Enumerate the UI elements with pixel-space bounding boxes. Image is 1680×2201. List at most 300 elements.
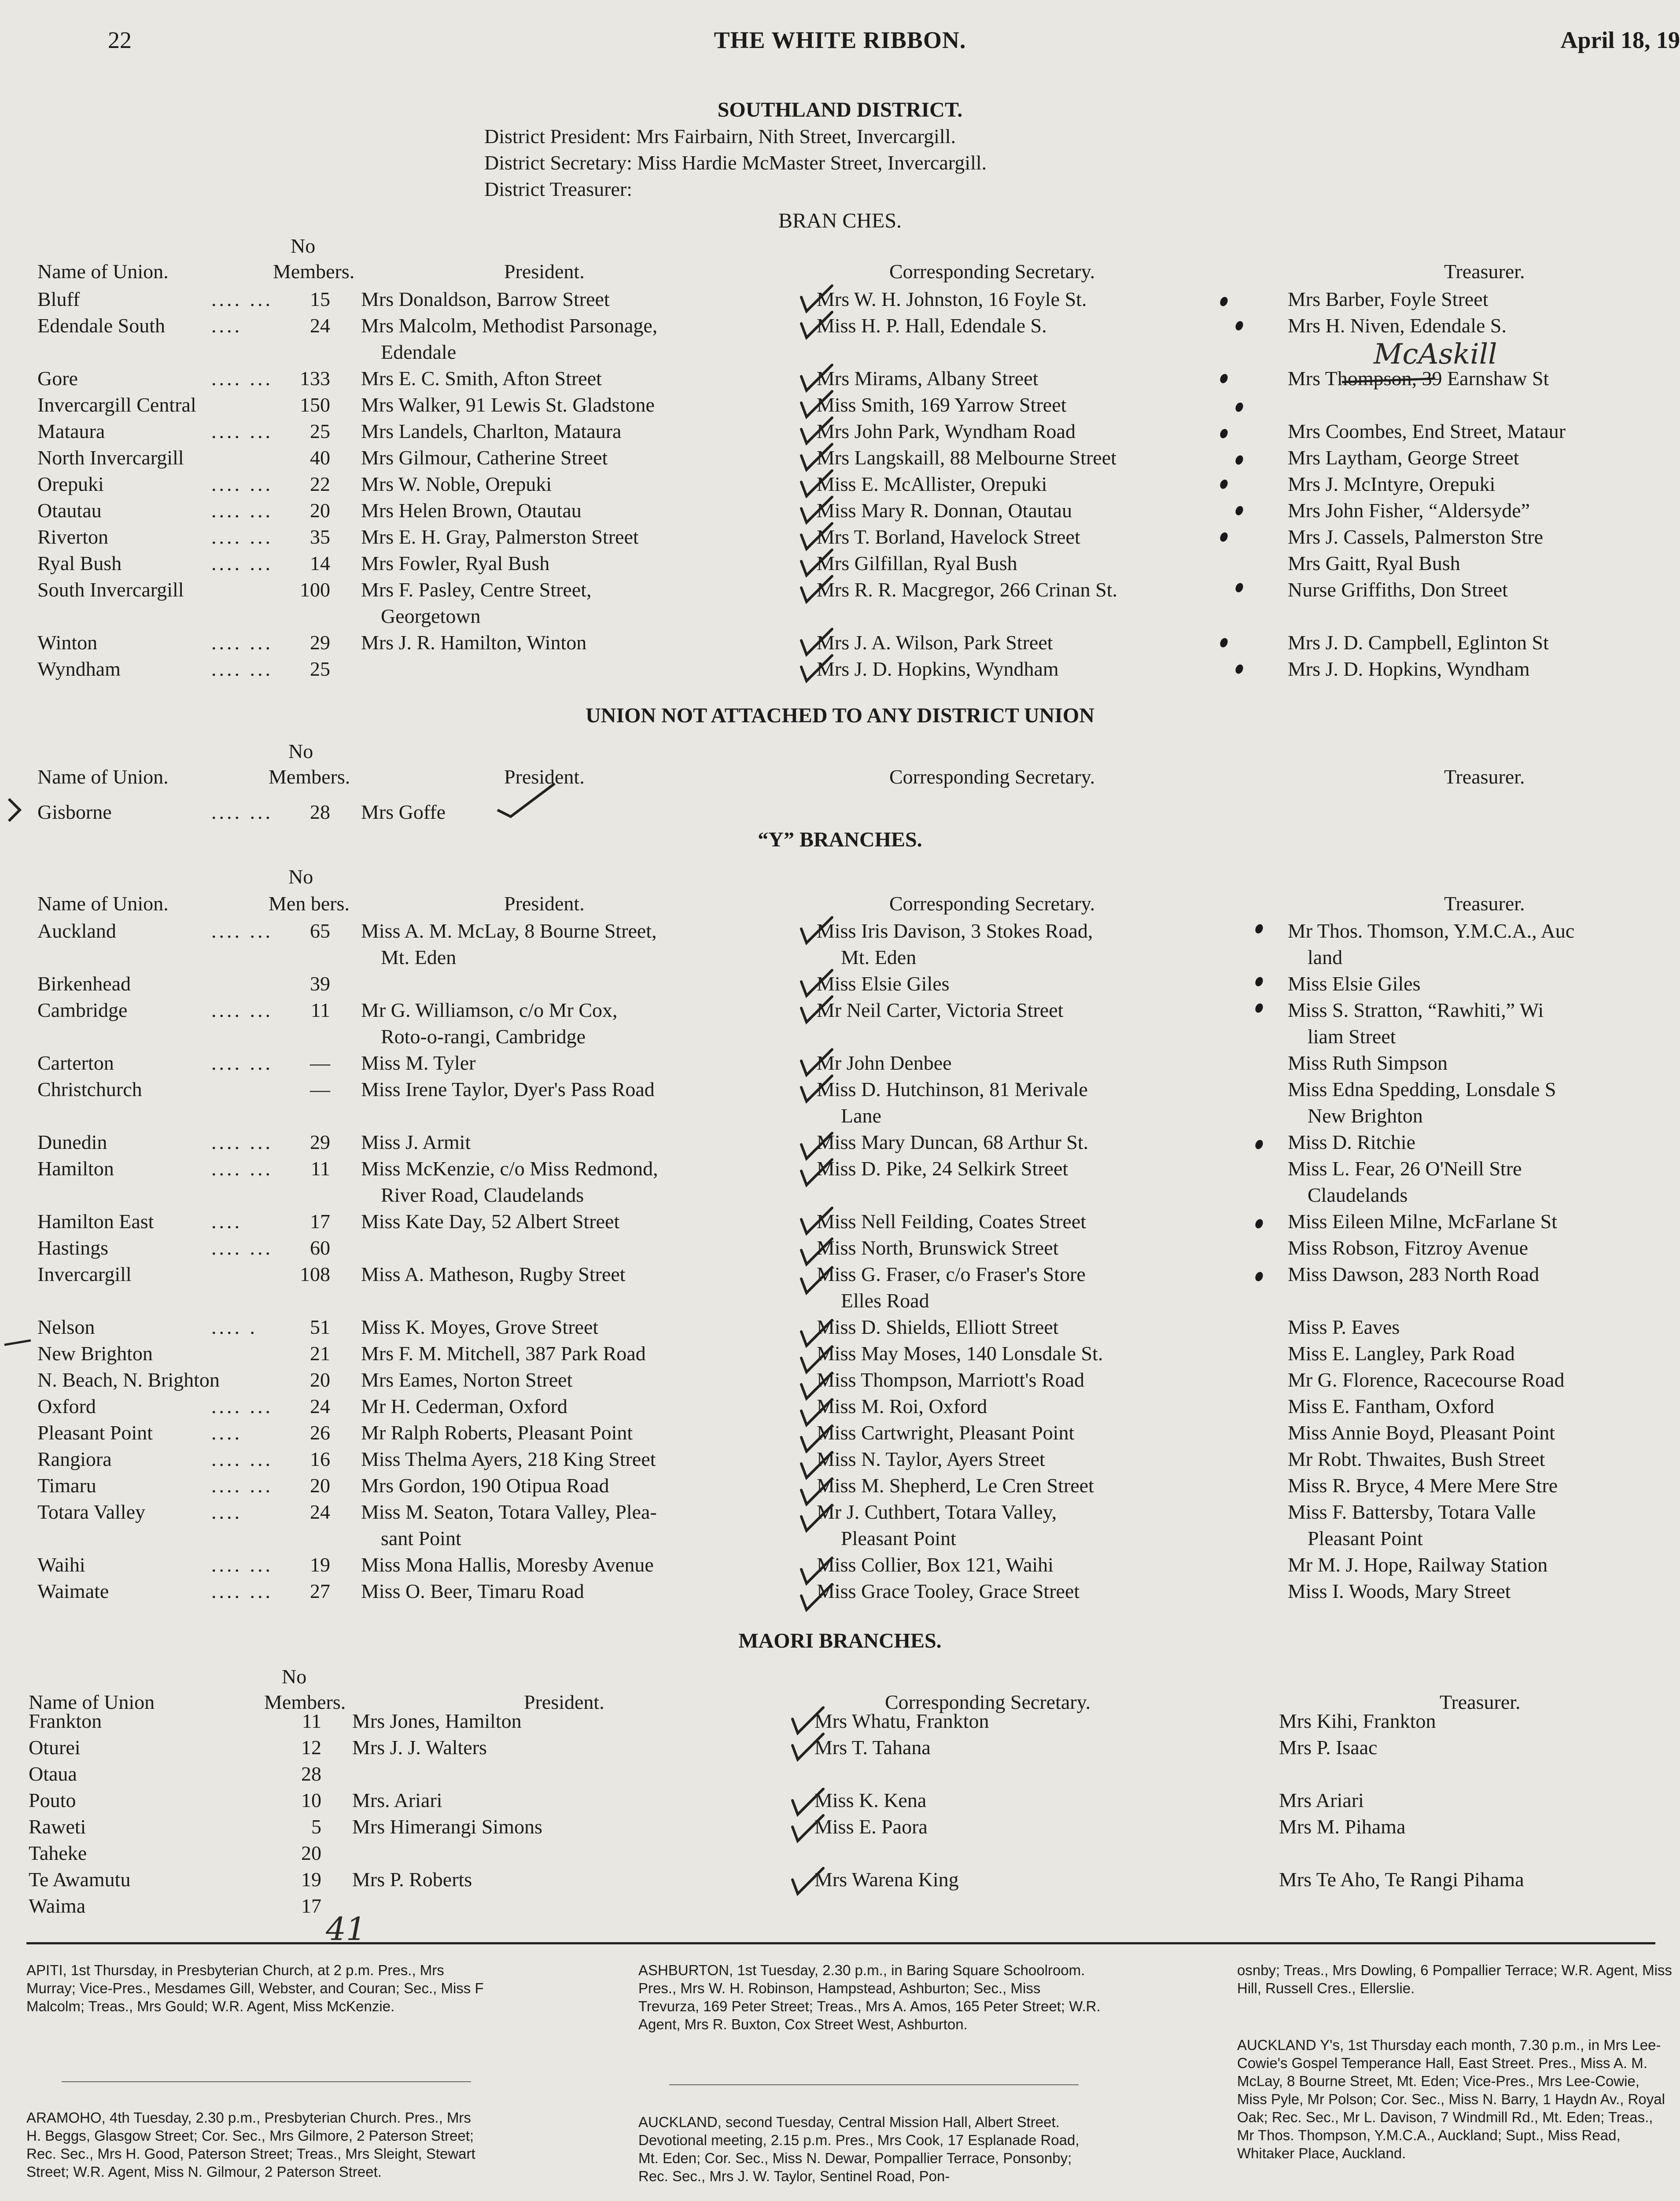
union-name: Oturei bbox=[29, 1736, 81, 1759]
notice-aramoho-text: ARAMOHO, 4th Tuesday, 2.30 p.m., Presbyterian Church. Pres., Mrs H. Beggs, Glasgow Street; Cor. Sec., Mrs Gilmore, 2 Paterson Street; Rec. Sec., Mrs H. Good, Paterson Street; Treas., Mrs Sleight, Stewart Street; W.R. Agent, Miss N. Gilmour, 2 Paterson Street. bbox=[26, 2109, 475, 2180]
table-row bbox=[0, 1787, 1680, 1814]
union-name: Carterton bbox=[37, 1052, 114, 1074]
secretary-cell: Mrs John Park, Wyndham Road bbox=[817, 420, 1076, 442]
union-name: Pouto bbox=[29, 1789, 76, 1811]
table-row bbox=[0, 1472, 1680, 1499]
president-cell: Mrs Donaldson, Barrow Street bbox=[361, 288, 610, 310]
table-row bbox=[0, 1367, 1680, 1393]
col-name-header: Name of Union. bbox=[37, 260, 169, 283]
union-name: Raweti bbox=[29, 1815, 86, 1838]
president-cell: Mrs. Ariari bbox=[352, 1789, 442, 1811]
union-name: Rangiora bbox=[37, 1448, 112, 1470]
col-name-header: Name of Union. bbox=[37, 892, 169, 915]
secretary-cell: Mr Neil Carter, Victoria Street bbox=[817, 999, 1064, 1021]
table-row bbox=[0, 971, 1680, 997]
member-count: 27 bbox=[310, 1580, 330, 1602]
table-row bbox=[0, 1893, 1680, 1919]
table-row bbox=[0, 656, 1680, 682]
table-row bbox=[0, 471, 1680, 497]
member-count: 65 bbox=[310, 920, 330, 942]
member-count: 26 bbox=[310, 1421, 330, 1444]
secretary-cell: Mr J. Cuthbert, Totara Valley, bbox=[817, 1501, 1057, 1523]
treasurer-cell: Miss S. Stratton, “Rawhiti,” Wi bbox=[1288, 999, 1544, 1021]
col-members-header: Members. bbox=[269, 766, 350, 788]
unattached-title: UNION NOT ATTACHED TO ANY DISTRICT UNION bbox=[586, 704, 1094, 727]
member-count: 16 bbox=[310, 1448, 330, 1470]
member-count: 29 bbox=[310, 1131, 330, 1153]
col-secretary-header: Corresponding Secretary. bbox=[889, 260, 1095, 283]
treasurer-cell: Mrs Thompson, 39 Earnshaw St bbox=[1288, 367, 1549, 390]
treasurer-cell: Mrs Barber, Foyle Street bbox=[1288, 288, 1488, 310]
president-cell: Mr Ralph Roberts, Pleasant Point bbox=[361, 1421, 633, 1444]
table-row bbox=[0, 918, 1680, 968]
table-row bbox=[0, 1814, 1680, 1840]
treasurer-cell: Mrs Kihi, Frankton bbox=[1279, 1710, 1436, 1732]
member-count: 108 bbox=[300, 1263, 330, 1285]
treasurer-cell: Nurse Griffiths, Don Street bbox=[1288, 578, 1508, 601]
secretary-cell: Miss M. Roi, Oxford bbox=[817, 1395, 987, 1417]
treasurer-cell: Miss Elsie Giles bbox=[1288, 972, 1421, 995]
notice-divider bbox=[62, 2081, 471, 2082]
member-count: 20 bbox=[310, 1369, 330, 1391]
member-count: 20 bbox=[310, 1474, 330, 1497]
union-name: Edendale South bbox=[37, 314, 165, 337]
treasurer-cell: Mrs Ariari bbox=[1279, 1789, 1364, 1811]
treasurer-cell: Miss P. Eaves bbox=[1288, 1316, 1400, 1338]
president-cell: Miss Thelma Ayers, 218 King Street bbox=[361, 1448, 656, 1470]
notice-divider bbox=[669, 2084, 1079, 2085]
treasurer-cell: Miss I. Woods, Mary Street bbox=[1288, 1580, 1511, 1602]
secretary-cell: Mrs T. Borland, Havelock Street bbox=[817, 526, 1080, 548]
col-president-header: President. bbox=[524, 1691, 604, 1713]
secretary-cell: Mrs J. D. Hopkins, Wyndham bbox=[817, 658, 1059, 680]
section-rule bbox=[26, 1942, 1655, 1944]
col-name-header: Name of Union bbox=[29, 1691, 155, 1713]
member-count: 60 bbox=[310, 1237, 330, 1259]
table-row bbox=[0, 1208, 1680, 1235]
treasurer-cell: Miss E. Fantham, Oxford bbox=[1288, 1395, 1494, 1417]
table-row bbox=[0, 1866, 1680, 1893]
secretary-cell: Mrs Whatu, Frankton bbox=[814, 1710, 989, 1732]
union-name: Wyndham bbox=[37, 658, 121, 680]
col-president-header: President. bbox=[504, 766, 585, 788]
member-count: 14 bbox=[310, 552, 330, 574]
member-count: 19 bbox=[310, 1553, 330, 1576]
president-cell: Mrs E. H. Gray, Palmerston Street bbox=[361, 526, 639, 548]
col-secretary-header: Corresponding Secretary. bbox=[885, 1691, 1091, 1713]
president-cell: Mrs Fowler, Ryal Bush bbox=[361, 552, 550, 574]
secretary-cell: Mrs W. H. Johnston, 16 Foyle St. bbox=[817, 288, 1087, 310]
member-count: 51 bbox=[310, 1316, 330, 1338]
treasurer-cell: Mr G. Florence, Racecourse Road bbox=[1288, 1369, 1565, 1391]
treasurer-cell: Mr Robt. Thwaites, Bush Street bbox=[1288, 1448, 1545, 1470]
union-name: Auckland bbox=[37, 920, 116, 942]
secretary-cell: Mrs R. R. Macgregor, 266 Crinan St. bbox=[817, 578, 1117, 601]
member-count: 25 bbox=[310, 420, 330, 442]
col-name-header: Name of Union. bbox=[37, 766, 169, 788]
secretary-cell: Miss D. Hutchinson, 81 Merivale bbox=[817, 1078, 1088, 1100]
treasurer-cell: Mr M. J. Hope, Railway Station bbox=[1288, 1553, 1548, 1576]
leader-dots: .... ... bbox=[211, 801, 273, 823]
table-row bbox=[0, 1156, 1680, 1206]
secretary-cell: Miss Elsie Giles bbox=[817, 972, 950, 995]
treasurer-cell: Miss R. Bryce, 4 Mere Mere Stre bbox=[1288, 1474, 1558, 1497]
treasurer-cell-cont: New Brighton bbox=[1308, 1104, 1423, 1127]
member-count: 24 bbox=[310, 1501, 330, 1523]
col-no-label: No bbox=[288, 740, 313, 762]
notice-auckland-ys-text: AUCKLAND Y's, 1st Thursday each month, 7.30 p.m., in Mrs Lee-Cowie's Gospel Temperance Hall, East Street. Pres., Miss A. M. McLay, 8 Bourne Street, Mt. Eden; Vice-Pres., Mrs Lee-Cowie, Miss Pyle, Mr Polson; Cor. Sec., Miss N. Barry, 1 Haydn Av., Royal Oak; Rec. Sec., Mr L. Davison, 7 Windmill Rd., Mt. Eden; Treas., Mr Thos. Thompson, Y.M.C.A., Auckland; Supt., Miss Read, Whitaker Place, Auckland. bbox=[1237, 2037, 1665, 2161]
member-count: 39 bbox=[310, 972, 330, 995]
southland-title: SOUTHLAND DISTRICT. bbox=[717, 98, 963, 121]
president-cell: Mrs Helen Brown, Otautau bbox=[361, 499, 582, 522]
union-name: Mataura bbox=[37, 420, 105, 442]
member-count: 24 bbox=[310, 314, 330, 337]
handwritten-correction: McAskill bbox=[1374, 338, 1497, 371]
handwritten-total: 41 bbox=[326, 1910, 366, 1947]
col-members-header: Members. bbox=[273, 260, 355, 283]
president-cell: Miss McKenzie, c/o Miss Redmond, bbox=[361, 1157, 658, 1180]
secretary-cell: Miss Cartwright, Pleasant Point bbox=[817, 1421, 1075, 1444]
treasurer-cell: Miss D. Ritchie bbox=[1288, 1131, 1416, 1153]
leader-dots: .... ... bbox=[211, 1131, 273, 1153]
branches-title: BRAN CHES. bbox=[778, 209, 902, 232]
table-row bbox=[0, 1734, 1680, 1761]
secretary-cell: Miss Mary Duncan, 68 Arthur St. bbox=[817, 1131, 1089, 1153]
secretary-cell: Miss D. Pike, 24 Selkirk Street bbox=[817, 1157, 1068, 1180]
member-count: 15 bbox=[310, 288, 330, 310]
treasurer-cell: Mrs M. Pihama bbox=[1279, 1815, 1406, 1838]
member-count: 35 bbox=[310, 526, 330, 548]
president-cell: Mrs Eames, Norton Street bbox=[361, 1369, 573, 1391]
member-count: 133 bbox=[300, 367, 330, 390]
table-row bbox=[0, 550, 1680, 577]
notice-apiti bbox=[26, 1961, 484, 2015]
treasurer-cell: Mrs Gaitt, Ryal Bush bbox=[1288, 552, 1460, 574]
secretary-cell: Miss E. McAllister, Orepuki bbox=[817, 473, 1047, 495]
member-count: — bbox=[310, 1078, 330, 1100]
president-cell-cont: Roto-o-rangi, Cambridge bbox=[381, 1025, 586, 1048]
union-name: Nelson bbox=[37, 1316, 95, 1338]
member-count: 24 bbox=[310, 1395, 330, 1417]
president-cell: Mrs Walker, 91 Lewis St. Gladstone bbox=[361, 394, 655, 416]
notice-auckland-ys bbox=[1237, 2036, 1673, 2162]
president-cell: Mrs W. Noble, Orepuki bbox=[361, 473, 552, 495]
president-cell: Mrs Landels, Charlton, Mataura bbox=[361, 420, 622, 442]
secretary-cell: Miss Thompson, Marriott's Road bbox=[817, 1369, 1085, 1391]
col-no-label: No bbox=[291, 235, 316, 257]
col-treasurer-header: Treasurer. bbox=[1444, 766, 1525, 788]
union-name: Ryal Bush bbox=[37, 552, 122, 574]
president-cell: Miss M. Tyler bbox=[361, 1052, 476, 1074]
treasurer-cell: Mrs John Fisher, “Aldersyde” bbox=[1288, 499, 1530, 522]
secretary-cell: Miss H. P. Hall, Edendale S. bbox=[817, 314, 1047, 337]
union-name: Waihi bbox=[37, 1553, 85, 1576]
secretary-cell-cont: Elles Road bbox=[841, 1289, 929, 1312]
member-count: 28 bbox=[301, 1763, 321, 1785]
member-count: 17 bbox=[310, 1210, 330, 1233]
president-cell: Mrs F. Pasley, Centre Street, bbox=[361, 578, 592, 601]
leader-dots: .... ... bbox=[211, 1157, 273, 1180]
union-name: Taheke bbox=[29, 1842, 87, 1864]
president-cell: Mrs Goffe bbox=[361, 801, 446, 823]
table-row bbox=[0, 1261, 1680, 1312]
president-cell: Mrs Jones, Hamilton bbox=[352, 1710, 522, 1732]
leader-dots: .... bbox=[211, 1501, 242, 1523]
member-count: 5 bbox=[311, 1815, 321, 1838]
notice-ashburton-text: ASHBURTON, 1st Tuesday, 2.30 p.m., in Baring Square Schoolroom. Pres., Mrs W. H. Robinson, Hampstead, Ashburton; Sec., Miss Trevurza, 169 Peter Street; Treas., Mrs A. Amos, 165 Peter Street; W.R. Agent, Mrs R. Buxton, Cox Street West, Ashburton. bbox=[638, 1962, 1101, 2032]
table-row bbox=[0, 1578, 1680, 1605]
table-row bbox=[0, 1446, 1680, 1472]
member-count: — bbox=[310, 1052, 330, 1074]
treasurer-cell: Mrs Te Aho, Te Rangi Pihama bbox=[1279, 1868, 1524, 1891]
union-name: Birkenhead bbox=[37, 972, 131, 995]
leader-dots: .... ... bbox=[211, 499, 273, 522]
leader-dots: .... ... bbox=[211, 1448, 273, 1470]
secretary-cell-cont: Lane bbox=[841, 1104, 881, 1127]
member-count: 21 bbox=[310, 1342, 330, 1365]
secretary-cell: Miss May Moses, 140 Lonsdale St. bbox=[817, 1342, 1103, 1365]
union-name: Timaru bbox=[37, 1474, 96, 1497]
treasurer-cell: Miss Eileen Milne, McFarlane St bbox=[1288, 1210, 1557, 1233]
president-cell: Miss Irene Taylor, Dyer's Pass Road bbox=[361, 1078, 655, 1100]
table-row bbox=[0, 799, 1680, 825]
leader-dots: .... ... bbox=[211, 526, 273, 548]
union-name: Waimate bbox=[37, 1580, 109, 1602]
district-president: District President: Mrs Fairbairn, Nith Street, Invercargill. bbox=[484, 125, 956, 147]
leader-dots: .... ... bbox=[211, 473, 273, 495]
union-name: Waima bbox=[29, 1895, 86, 1917]
leader-dots: .... bbox=[211, 1421, 242, 1444]
col-president-header: President. bbox=[504, 892, 585, 915]
president-cell: Miss J. Armit bbox=[361, 1131, 471, 1153]
union-name: Hastings bbox=[37, 1237, 108, 1259]
table-row bbox=[0, 577, 1680, 627]
treasurer-cell: Mrs Laytham, George Street bbox=[1288, 446, 1519, 469]
treasurer-cell: Mrs Coombes, End Street, Mataur bbox=[1288, 420, 1566, 442]
table-row bbox=[0, 286, 1680, 313]
member-count: 17 bbox=[301, 1895, 321, 1917]
col-no-label: No bbox=[288, 865, 313, 888]
member-count: 28 bbox=[310, 801, 330, 823]
treasurer-cell: Miss E. Langley, Park Road bbox=[1288, 1342, 1515, 1365]
union-name: Hamilton bbox=[37, 1157, 114, 1180]
member-count: 11 bbox=[310, 1157, 330, 1180]
union-name: Totara Valley bbox=[37, 1501, 146, 1523]
leader-dots: .... ... bbox=[211, 288, 273, 310]
president-cell-cont: Mt. Eden bbox=[381, 946, 457, 968]
treasurer-cell-cont: Claudelands bbox=[1308, 1184, 1408, 1206]
secretary-cell: Mrs T. Tahana bbox=[814, 1736, 931, 1759]
notice-auckland-cont bbox=[1237, 1961, 1673, 1997]
member-count: 19 bbox=[301, 1868, 321, 1891]
union-name: Invercargill bbox=[37, 1263, 132, 1285]
leader-dots: .... . bbox=[211, 1316, 258, 1338]
leader-dots: .... ... bbox=[211, 999, 273, 1021]
secretary-cell: Mrs Mirams, Albany Street bbox=[817, 367, 1039, 390]
union-name: N. Beach, N. Brighton bbox=[37, 1369, 220, 1391]
table-row bbox=[0, 629, 1680, 656]
treasurer-cell: Mrs J. Cassels, Palmerston Stre bbox=[1288, 526, 1544, 548]
secretary-cell: Mrs Warena King bbox=[814, 1868, 959, 1891]
col-members-header: Men bers. bbox=[269, 892, 350, 915]
secretary-cell: Miss Mary R. Donnan, Otautau bbox=[817, 499, 1072, 522]
table-row bbox=[0, 1393, 1680, 1420]
leader-dots: .... ... bbox=[211, 920, 273, 942]
col-president-header: President. bbox=[504, 260, 585, 283]
treasurer-cell: Miss L. Fear, 26 O'Neill Stre bbox=[1288, 1157, 1522, 1180]
union-name: Frankton bbox=[29, 1710, 102, 1732]
treasurer-cell: Miss Ruth Simpson bbox=[1288, 1052, 1448, 1074]
treasurer-cell: Mrs J. D. Hopkins, Wyndham bbox=[1288, 658, 1530, 680]
secretary-cell-cont: Pleasant Point bbox=[841, 1527, 956, 1550]
member-count: 20 bbox=[310, 499, 330, 522]
member-count: 10 bbox=[301, 1789, 321, 1811]
treasurer-cell: Mrs H. Niven, Edendale S. bbox=[1288, 314, 1507, 337]
secretary-cell: Mrs J. A. Wilson, Park Street bbox=[817, 631, 1053, 654]
president-cell: Miss Kate Day, 52 Albert Street bbox=[361, 1210, 620, 1233]
president-cell: Miss O. Beer, Timaru Road bbox=[361, 1580, 584, 1602]
member-count: 150 bbox=[300, 394, 330, 416]
member-count: 12 bbox=[301, 1736, 321, 1759]
member-count: 25 bbox=[310, 658, 330, 680]
union-name: Bluff bbox=[37, 288, 80, 310]
member-count: 11 bbox=[302, 1710, 321, 1732]
secretary-cell: Miss G. Fraser, c/o Fraser's Store bbox=[817, 1263, 1086, 1285]
treasurer-cell: Miss Robson, Fitzroy Avenue bbox=[1288, 1237, 1529, 1259]
member-count: 20 bbox=[301, 1842, 321, 1864]
union-name: South Invercargill bbox=[37, 578, 184, 601]
y-branches-title: “Y” BRANCHES. bbox=[758, 828, 922, 851]
table-row bbox=[0, 1235, 1680, 1261]
table-row bbox=[0, 1499, 1680, 1550]
table-row bbox=[0, 445, 1680, 471]
secretary-cell: Miss Collier, Box 121, Waihi bbox=[817, 1553, 1054, 1576]
union-name: Te Awamutu bbox=[29, 1868, 131, 1891]
treasurer-cell: Miss F. Battersby, Totara Valle bbox=[1288, 1501, 1536, 1523]
secretary-cell: Miss Nell Feilding, Coates Street bbox=[817, 1210, 1087, 1233]
secretary-cell: Mrs Langskaill, 88 Melbourne Street bbox=[817, 446, 1116, 469]
president-cell: Miss A. M. McLay, 8 Bourne Street, bbox=[361, 920, 657, 942]
leader-dots: .... ... bbox=[211, 1395, 273, 1417]
col-secretary-header: Corresponding Secretary. bbox=[889, 766, 1095, 788]
leader-dots: .... ... bbox=[211, 1052, 273, 1074]
member-count: 100 bbox=[300, 578, 330, 601]
secretary-cell: Mrs Gilfillan, Ryal Bush bbox=[817, 552, 1017, 574]
treasurer-cell: Mrs J. McIntyre, Orepuki bbox=[1288, 473, 1496, 495]
president-cell: Mrs Gilmour, Catherine Street bbox=[361, 446, 608, 469]
table-row bbox=[0, 1420, 1680, 1446]
treasurer-cell: Miss Annie Boyd, Pleasant Point bbox=[1288, 1421, 1555, 1444]
union-name: Gisborne bbox=[37, 801, 112, 823]
leader-dots: .... ... bbox=[211, 552, 273, 574]
table-row bbox=[0, 392, 1680, 418]
president-cell: Miss M. Seaton, Totara Valley, Plea- bbox=[361, 1501, 657, 1523]
president-cell: Mrs Gordon, 190 Otipua Road bbox=[361, 1474, 609, 1497]
issue-date: April 18, 19 bbox=[1560, 27, 1680, 53]
notice-apiti-text: APITI, 1st Thursday, in Presbyterian Church, at 2 p.m. Pres., Mrs Murray; Vice-Pres., Mesdames Gill, Webster, and Couran; Sec., Miss F Malcolm; Treas., Mrs Gould; W.R. Agent, Miss McKenzie. bbox=[26, 1962, 484, 2014]
president-cell-cont: Georgetown bbox=[381, 605, 481, 627]
secretary-cell: Miss E. Paora bbox=[814, 1815, 928, 1838]
table-row bbox=[0, 997, 1680, 1048]
leader-dots: .... ... bbox=[211, 631, 273, 654]
leader-dots: .... ... bbox=[211, 367, 273, 390]
col-no-label: No bbox=[282, 1665, 307, 1688]
member-count: 11 bbox=[310, 999, 330, 1021]
table-row bbox=[0, 1761, 1680, 1787]
union-name: Hamilton East bbox=[37, 1210, 154, 1233]
treasurer-cell-cont: Pleasant Point bbox=[1308, 1527, 1423, 1550]
leader-dots: .... ... bbox=[211, 1553, 273, 1576]
leader-dots: .... ... bbox=[211, 1474, 273, 1497]
president-cell-cont: Edendale bbox=[381, 341, 457, 363]
notice-auckland bbox=[638, 2113, 1101, 2185]
union-name: Cambridge bbox=[37, 999, 128, 1021]
table-row bbox=[0, 1552, 1680, 1578]
publication-title: THE WHITE RIBBON. bbox=[714, 27, 966, 53]
union-name: Riverton bbox=[37, 526, 108, 548]
table-row bbox=[0, 418, 1680, 445]
president-cell: Mrs Himerangi Simons bbox=[352, 1815, 542, 1838]
secretary-cell: Miss M. Shepherd, Le Cren Street bbox=[817, 1474, 1094, 1497]
union-name: Oxford bbox=[37, 1395, 96, 1417]
table-row bbox=[0, 1708, 1680, 1734]
treasurer-cell: Mr Thos. Thomson, Y.M.C.A., Auc bbox=[1288, 920, 1575, 942]
notice-auckland-cont-text: osnby; Treas., Mrs Dowling, 6 Pompallier Terrace; W.R. Agent, Miss Hill, Russell Cres., Ellerslie. bbox=[1237, 1962, 1672, 1996]
table-row bbox=[0, 1129, 1680, 1156]
president-cell: Mrs J. J. Walters bbox=[352, 1736, 487, 1759]
leader-dots: .... bbox=[211, 1210, 242, 1233]
member-count: 29 bbox=[310, 631, 330, 654]
president-cell: Mrs E. C. Smith, Afton Street bbox=[361, 367, 602, 390]
union-name: Gore bbox=[37, 367, 78, 390]
table-row bbox=[0, 1076, 1680, 1127]
union-name: Dunedin bbox=[37, 1131, 107, 1153]
col-members-header: Members. bbox=[264, 1691, 346, 1713]
notice-aramoho bbox=[26, 2109, 484, 2181]
table-row bbox=[0, 1050, 1680, 1076]
col-treasurer-header: Treasurer. bbox=[1444, 892, 1525, 915]
union-name: Otaua bbox=[29, 1763, 77, 1785]
president-cell: Miss A. Matheson, Rugby Street bbox=[361, 1263, 626, 1285]
president-cell-cont: sant Point bbox=[381, 1527, 461, 1550]
member-count: 40 bbox=[310, 446, 330, 469]
president-cell: Mrs Malcolm, Methodist Parsonage, bbox=[361, 314, 658, 337]
treasurer-cell: Miss Dawson, 283 North Road bbox=[1288, 1263, 1540, 1285]
treasurer-cell: Miss Edna Spedding, Lonsdale S bbox=[1288, 1078, 1556, 1100]
union-name: Invercargill Central bbox=[37, 394, 196, 416]
treasurer-cell-cont: land bbox=[1308, 946, 1343, 968]
secretary-cell: Miss North, Brunswick Street bbox=[817, 1237, 1059, 1259]
secretary-cell-cont: Mt. Eden bbox=[841, 946, 917, 968]
president-cell: Mr H. Cederman, Oxford bbox=[361, 1395, 567, 1417]
secretary-cell: Miss Smith, 169 Yarrow Street bbox=[817, 394, 1067, 416]
secretary-cell: Miss K. Kena bbox=[814, 1789, 927, 1811]
treasurer-cell: Mrs J. D. Campbell, Eglinton St bbox=[1288, 631, 1549, 654]
notice-auckland-text: AUCKLAND, second Tuesday, Central Mission Hall, Albert Street. Devotional meeting, 2.15 p.m. Pres., Mrs Cook, 17 Esplanade Road, Mt. Eden; Cor. Sec., Miss N. Dewar, Pompallier Terrace, Ponsonby; Rec. Sec., Mrs J. W. Taylor, Sentinel Road, Pon- bbox=[638, 2114, 1079, 2184]
table-row bbox=[0, 1340, 1680, 1367]
col-secretary-header: Corresponding Secretary. bbox=[889, 892, 1095, 915]
union-name: Otautau bbox=[37, 499, 102, 522]
secretary-cell: Miss Iris Davison, 3 Stokes Road, bbox=[817, 920, 1093, 942]
secretary-cell: Miss D. Shields, Elliott Street bbox=[817, 1316, 1059, 1338]
president-cell-cont: River Road, Claudelands bbox=[381, 1184, 584, 1206]
district-secretary: District Secretary: Miss Hardie McMaster Street, Invercargill. bbox=[484, 151, 987, 174]
union-name: Orepuki bbox=[37, 473, 104, 495]
president-cell: Mr G. Williamson, c/o Mr Cox, bbox=[361, 999, 618, 1021]
notice-ashburton bbox=[638, 1961, 1101, 2033]
leader-dots: .... ... bbox=[211, 1237, 273, 1259]
table-row bbox=[0, 497, 1680, 524]
